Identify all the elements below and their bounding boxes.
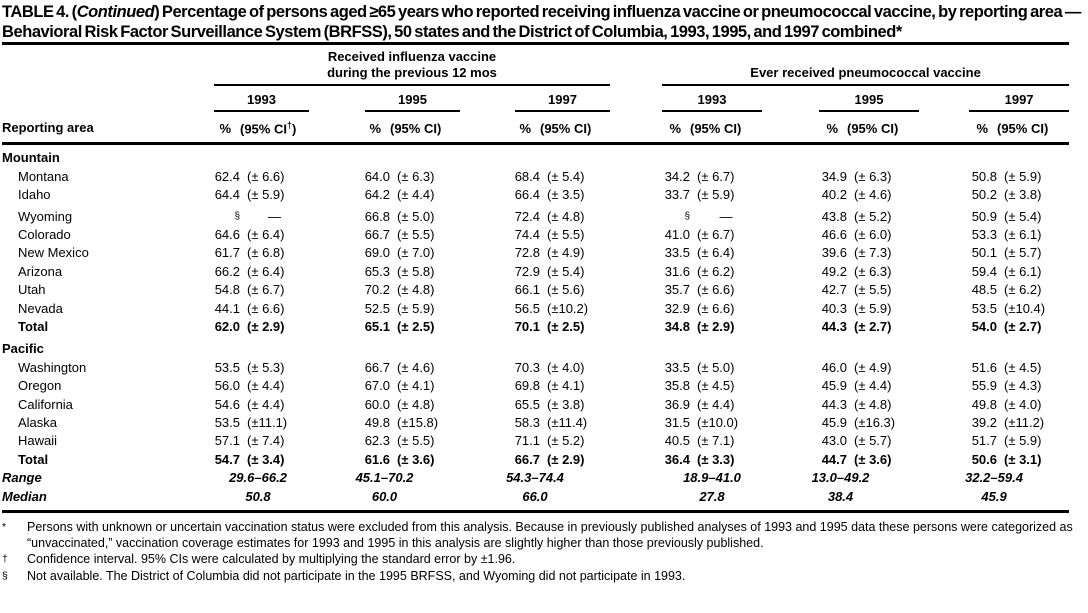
vaccination-table — [2, 42, 1069, 513]
dagger-footnote-marker: † — [2, 553, 8, 566]
percent-cell: 66.7 — [364, 226, 390, 242]
ci-cell: (± 4.4) — [247, 378, 285, 394]
percent-cell: 32.9 — [664, 300, 690, 316]
percent-cell: 35.7 — [664, 282, 690, 298]
table-row — [2, 414, 1069, 432]
percent-cell: 61.6 — [364, 451, 390, 467]
gap-cell — [610, 432, 662, 450]
percent-cell: 44.1 — [214, 300, 240, 316]
ci-cell: (± 5.0) — [697, 359, 735, 375]
summary-value-cell: 27.8 — [662, 488, 762, 512]
percent-cell: 44.7 — [821, 451, 847, 467]
ci-header: (95% CI) — [847, 112, 919, 144]
influenza-group-header — [207, 44, 610, 87]
ci-cell: (± 4.6) — [854, 187, 892, 203]
percent-cell: 72.9 — [514, 263, 540, 279]
percent-cell: 64.2 — [364, 187, 390, 203]
ci-cell: (± 4.8) — [397, 396, 435, 412]
percent-cell: 69.0 — [364, 245, 390, 261]
percent-cell: 71.1 — [514, 433, 540, 449]
percent-cell: 33.5 — [664, 359, 690, 375]
percent-cell: 56.0 — [214, 378, 240, 394]
ci-cell: — — [268, 208, 281, 224]
summary-value-cell: 13.0–49.2 — [811, 470, 870, 486]
ci-cell: (± 4.5) — [697, 378, 735, 394]
percent-cell: 48.5 — [971, 282, 997, 298]
year-header-flu-1993: 1993 — [207, 86, 309, 112]
reporting-area-header: Reporting area — [2, 44, 207, 144]
pneumococcal-group-header — [662, 44, 1069, 87]
percent-cell: 44.3 — [821, 396, 847, 412]
ci-cell: (± 5.5) — [397, 433, 435, 449]
percent-cell: 57.1 — [214, 433, 240, 449]
year-header-pneu-1995: 1995 — [762, 86, 919, 112]
percent-cell: 72.4 — [514, 208, 540, 224]
ci-cell: (± 5.5) — [397, 226, 435, 242]
gap-cell — [610, 359, 662, 377]
table-row — [2, 186, 1069, 204]
ci-cell: (± 4.3) — [1004, 378, 1042, 394]
percent-cell: 68.4 — [514, 168, 540, 184]
ci-cell: (± 4.1) — [547, 378, 585, 394]
percent-cell: § — [234, 210, 240, 222]
ci-cell: (± 5.9) — [697, 187, 735, 203]
table-row — [2, 244, 1069, 262]
ci-cell: (± 5.9) — [1004, 433, 1042, 449]
gap-cell — [610, 300, 662, 318]
row-label: Montana — [18, 168, 69, 184]
ci-cell: (± 4.4) — [697, 396, 735, 412]
row-label: California — [18, 396, 73, 412]
row-label: Total — [18, 451, 49, 467]
percent-header: % — [207, 112, 240, 144]
percent-cell: 42.7 — [821, 282, 847, 298]
ci-cell: (± 2.7) — [1004, 318, 1042, 334]
percent-cell: 41.0 — [664, 226, 690, 242]
column-gap — [610, 44, 662, 144]
percent-cell: 62.0 — [214, 318, 240, 334]
ci-cell: (± 4.4) — [854, 378, 892, 394]
ci-cell: (± 5.5) — [854, 282, 892, 298]
gap-cell — [610, 451, 662, 469]
ci-cell: (± 5.5) — [547, 226, 585, 242]
ci-cell: (± 3.6) — [397, 451, 435, 467]
percent-cell: 36.4 — [664, 451, 690, 467]
table-row — [2, 377, 1069, 395]
table-body — [2, 144, 1069, 512]
percent-cell: 70.1 — [514, 318, 540, 334]
percent-cell: § — [684, 210, 690, 222]
influenza-group-line2: during the previous 12 mos — [327, 65, 497, 80]
percent-cell: 51.7 — [971, 433, 997, 449]
gap-cell — [610, 226, 662, 244]
row-label: Washington — [18, 359, 87, 375]
ci-cell: (± 6.7) — [697, 168, 735, 184]
percent-cell: 54.0 — [971, 318, 997, 334]
row-label: Total — [18, 318, 49, 334]
footnote-asterisk — [2, 519, 1084, 551]
title-continued: Continued — [76, 3, 155, 21]
percent-cell: 43.8 — [821, 208, 847, 224]
percent-header: % — [460, 112, 540, 144]
percent-cell: 33.7 — [664, 187, 690, 203]
ci-cell: (± 7.3) — [854, 245, 892, 261]
ci-cell: (± 5.2) — [547, 433, 585, 449]
summary-value-cell: 60.0 — [309, 488, 460, 512]
table-row — [2, 168, 1069, 186]
ci-cell: (± 6.6) — [697, 300, 735, 316]
percent-cell: 33.5 — [664, 245, 690, 261]
ci-cell: (± 6.6) — [247, 300, 285, 316]
ci-header: (95% CI) — [997, 112, 1069, 144]
ci-cell: (± 5.2) — [854, 208, 892, 224]
percent-cell: 34.2 — [664, 168, 690, 184]
ci-cell: (± 4.4) — [247, 396, 285, 412]
ci-cell: (± 5.0) — [397, 208, 435, 224]
summary-row — [2, 488, 1069, 512]
pneumococcal-group-label: Ever received pneumococcal vaccine — [662, 65, 1069, 86]
percent-cell: 45.9 — [821, 415, 847, 431]
ci-cell: (± 5.4) — [547, 263, 585, 279]
ci-cell: (± 6.6) — [697, 282, 735, 298]
row-label: New Mexico — [18, 245, 89, 261]
percent-cell: 70.2 — [364, 282, 390, 298]
gap-cell — [610, 396, 662, 414]
summary-value-cell: 32.2–59.4 — [965, 470, 1023, 486]
ci-header: (95% CI) — [540, 112, 610, 144]
percent-cell: 49.8 — [364, 415, 390, 431]
ci-header: (95% CI) — [690, 112, 762, 144]
ci-cell: (± 5.7) — [854, 433, 892, 449]
ci-cell: (± 6.2) — [697, 263, 735, 279]
percent-cell: 65.1 — [364, 318, 390, 334]
row-label: Idaho — [18, 187, 51, 203]
percent-header: % — [662, 112, 690, 144]
ci-cell: — — [719, 208, 733, 224]
table-row — [2, 263, 1069, 281]
ci-cell: (± 5.6) — [547, 282, 585, 298]
table-row — [2, 432, 1069, 450]
ci-cell: (± 7.0) — [397, 245, 435, 261]
gap-cell — [610, 168, 662, 186]
ci-cell: (±16.3) — [854, 415, 896, 431]
percent-cell: 60.0 — [364, 396, 390, 412]
ci-cell: (± 3.8) — [1004, 187, 1042, 203]
ci-cell: (± 2.5) — [547, 318, 585, 334]
total-row — [2, 318, 1069, 336]
percent-cell: 40.3 — [821, 300, 847, 316]
percent-cell: 66.7 — [514, 451, 540, 467]
percent-cell: 50.1 — [971, 245, 997, 261]
percent-cell: 39.2 — [971, 415, 997, 431]
percent-cell: 72.8 — [514, 245, 540, 261]
ci-cell: (± 4.0) — [547, 359, 585, 375]
ci-cell: (± 5.3) — [247, 359, 285, 375]
percent-cell: 66.4 — [514, 187, 540, 203]
percent-cell: 69.8 — [514, 378, 540, 394]
percent-cell: 54.6 — [214, 396, 240, 412]
ci-cell: (± 4.6) — [397, 359, 435, 375]
summary-value-cell: 18.9–41.0 — [683, 470, 741, 486]
percent-header: % — [309, 112, 390, 144]
section-footnote-marker: § — [2, 569, 8, 582]
percent-cell: 64.0 — [364, 168, 390, 184]
percent-cell: 55.9 — [971, 378, 997, 394]
summary-value-cell: 45.9 — [919, 488, 1069, 512]
ci-cell: (± 6.8) — [247, 245, 285, 261]
group-header-row — [2, 44, 1069, 87]
ci-cell: (± 2.5) — [397, 318, 435, 334]
row-label: Colorado — [18, 226, 71, 242]
footnote-section — [2, 568, 1084, 584]
ci-cell: (± 3.3) — [697, 451, 735, 467]
percent-cell: 56.5 — [514, 300, 540, 316]
ci-cell: (± 3.8) — [547, 396, 585, 412]
ci-cell: (± 3.4) — [247, 451, 285, 467]
row-label: Alaska — [18, 415, 58, 431]
row-label: Utah — [18, 282, 46, 298]
row-label: Nevada — [18, 300, 63, 316]
percent-cell: 54.8 — [214, 282, 240, 298]
ci-cell: (± 6.3) — [854, 168, 892, 184]
summary-value-cell: 45.1–70.2 — [355, 470, 414, 486]
ci-cell: (±15.8) — [397, 415, 439, 431]
percent-cell: 46.0 — [821, 359, 847, 375]
percent-cell: 66.8 — [364, 208, 390, 224]
percent-cell: 64.6 — [214, 226, 240, 242]
gap-cell — [610, 488, 662, 512]
percent-cell: 35.8 — [664, 378, 690, 394]
percent-cell: 65.3 — [364, 263, 390, 279]
section-label: Pacific — [2, 341, 44, 357]
ci-cell: (± 4.1) — [397, 378, 435, 394]
row-label: Median — [2, 488, 207, 512]
percent-cell: 70.3 — [514, 359, 540, 375]
ci-cell: (±10.2) — [547, 300, 589, 316]
gap-cell — [610, 263, 662, 281]
ci-cell: (±11.1) — [247, 415, 288, 431]
percent-cell: 66.7 — [364, 359, 390, 375]
section-header-row — [2, 144, 1069, 168]
ci-cell: (± 6.6) — [247, 168, 285, 184]
ci-cell: (± 2.7) — [854, 318, 892, 334]
ci-cell: (± 6.7) — [247, 282, 285, 298]
ci-cell: (± 4.0) — [1004, 396, 1042, 412]
ci-cell: (± 6.1) — [1004, 263, 1042, 279]
ci-cell: (± 5.9) — [1004, 168, 1042, 184]
percent-header: % — [919, 112, 997, 144]
percent-cell: 52.5 — [364, 300, 390, 316]
percent-cell: 44.3 — [821, 318, 847, 334]
ci-cell: (± 3.6) — [854, 451, 892, 467]
gap-cell — [610, 414, 662, 432]
year-header-pneu-1997: 1997 — [919, 86, 1069, 112]
percent-header: % — [762, 112, 847, 144]
percent-cell: 39.6 — [821, 245, 847, 261]
ci-cell: (± 6.2) — [1004, 282, 1042, 298]
ci-cell: (± 6.3) — [854, 263, 892, 279]
ci-cell: (± 6.3) — [397, 168, 435, 184]
percent-cell: 62.4 — [214, 168, 240, 184]
ci-cell: (± 5.9) — [397, 300, 435, 316]
ci-cell: (± 6.4) — [247, 263, 285, 279]
gap-cell — [610, 377, 662, 395]
row-label: Arizona — [18, 263, 63, 279]
asterisk-footnote-marker: * — [2, 521, 7, 534]
percent-cell: 53.5 — [214, 415, 240, 431]
percent-cell: 61.7 — [214, 245, 240, 261]
percent-cell: 53.5 — [214, 359, 240, 375]
percent-cell: 49.8 — [971, 396, 997, 412]
percent-cell: 53.5 — [971, 300, 997, 316]
percent-cell: 31.6 — [664, 263, 690, 279]
gap-cell — [610, 469, 662, 487]
ci-cell: (± 7.1) — [697, 433, 735, 449]
gap-cell — [610, 281, 662, 299]
ci-cell: (± 5.7) — [1004, 245, 1042, 261]
ci-cell: (± 4.8) — [547, 208, 585, 224]
row-label: Range — [2, 470, 42, 486]
percent-cell: 54.7 — [214, 451, 240, 467]
ci-cell: (± 2.9) — [547, 451, 585, 467]
percent-cell: 45.9 — [821, 378, 847, 394]
ci-cell: (± 5.9) — [247, 187, 285, 203]
ci-cell: (± 7.4) — [247, 433, 285, 449]
ci-cell: (± 5.9) — [854, 300, 892, 316]
ci-cell: (± 6.0) — [854, 226, 892, 242]
influenza-group-line1: Received influenza vaccine — [327, 49, 497, 64]
percent-cell: 34.8 — [664, 318, 690, 334]
percent-cell: 50.9 — [971, 208, 997, 224]
table-row — [2, 205, 1069, 226]
summary-value-cell: 66.0 — [460, 488, 610, 512]
footnote-text: Confidence interval. 95% CIs were calculated by multiplying the standard error by ±1.96. — [27, 552, 516, 567]
page-title — [2, 2, 1086, 42]
ci-cell: (± 6.1) — [1004, 226, 1042, 242]
table-row — [2, 396, 1069, 414]
footnote-dagger — [2, 551, 1084, 567]
ci-cell: (± 3.5) — [547, 187, 585, 203]
ci-cell: (± 5.8) — [397, 263, 435, 279]
summary-value-cell: 50.8 — [207, 488, 309, 512]
ci-cell: (± 3.1) — [1004, 451, 1042, 467]
percent-cell: 40.2 — [821, 187, 847, 203]
footnote-text: Not available. The District of Columbia did not participate in the 1995 BRFSS, and Wyoming did not participate in 1993. — [27, 568, 686, 583]
ci-header-with-dagger: (95% CI†) — [240, 112, 309, 144]
percent-cell: 62.3 — [364, 433, 390, 449]
percent-cell: 51.6 — [971, 359, 997, 375]
ci-cell: (± 4.8) — [397, 282, 435, 298]
ci-cell: (± 4.9) — [854, 359, 892, 375]
percent-cell: 50.6 — [971, 451, 997, 467]
ci-cell: (± 4.5) — [1004, 359, 1042, 375]
percent-cell: 46.6 — [821, 226, 847, 242]
ci-cell: (± 6.4) — [697, 245, 735, 261]
ci-cell: (± 5.4) — [547, 168, 585, 184]
summary-value-cell: 54.3–74.4 — [506, 470, 564, 486]
footnote-text: Persons with unknown or uncertain vaccination status were excluded from this analysis. Because in previously published analyses of 1993 and 1995 data these persons were categorized as “unvaccinated,” vaccination coverage estimates for 1993 and 1995 in this analysis are slightly higher than those previously published. — [27, 520, 1073, 551]
percent-cell: 66.1 — [514, 282, 540, 298]
ci-cell: (± 6.7) — [697, 226, 735, 242]
ci-cell: (± 2.9) — [697, 318, 735, 334]
table-row — [2, 281, 1069, 299]
ci-cell: (± 6.4) — [247, 226, 285, 242]
percent-cell: 34.9 — [821, 168, 847, 184]
percent-cell: 50.2 — [971, 187, 997, 203]
percent-cell: 66.2 — [214, 263, 240, 279]
percent-cell: 43.0 — [821, 433, 847, 449]
gap-cell — [610, 205, 662, 226]
ci-cell: (± 4.4) — [397, 187, 435, 203]
ci-cell: (±11.2) — [1004, 415, 1045, 431]
percent-cell: 49.2 — [821, 263, 847, 279]
document-page — [0, 2, 1088, 613]
table-row — [2, 226, 1069, 244]
ci-cell: (± 5.4) — [1004, 208, 1042, 224]
year-header-flu-1995: 1995 — [309, 86, 460, 112]
total-row — [2, 451, 1069, 469]
row-label: Wyoming — [18, 208, 73, 224]
ci-cell: (±10.0) — [697, 415, 739, 431]
row-label: Oregon — [18, 378, 62, 394]
summary-value-cell: 29.6–66.2 — [229, 470, 287, 486]
percent-cell: 40.5 — [664, 433, 690, 449]
percent-cell: 53.3 — [971, 226, 997, 242]
section-label: Mountain — [2, 150, 60, 166]
dagger-footnote-marker: † — [286, 120, 292, 130]
percent-cell: 58.3 — [514, 415, 540, 431]
ci-cell: (±11.4) — [547, 415, 588, 431]
section-header-row — [2, 336, 1069, 358]
percent-cell: 36.9 — [664, 396, 690, 412]
title-prefix: TABLE 4. ( — [2, 3, 77, 21]
ci-cell: (±10.4) — [1004, 300, 1046, 316]
gap-cell — [610, 186, 662, 204]
percent-cell: 50.8 — [971, 168, 997, 184]
gap-cell — [610, 244, 662, 262]
percent-cell: 65.5 — [514, 396, 540, 412]
ci-cell: (± 4.8) — [854, 396, 892, 412]
percent-cell: 59.4 — [971, 263, 997, 279]
summary-row — [2, 469, 1069, 487]
table-row — [2, 300, 1069, 318]
row-label: Hawaii — [18, 433, 58, 449]
ci-cell: (± 2.9) — [247, 318, 285, 334]
year-header-flu-1997: 1997 — [460, 86, 610, 112]
gap-cell — [610, 318, 662, 336]
percent-cell: 64.4 — [214, 187, 240, 203]
ci-cell: (± 4.9) — [547, 245, 585, 261]
table-row — [2, 359, 1069, 377]
title-suffix: ) Percentage of persons aged ≥65 years who reported receiving influenza vaccine or pneumococcal vaccine, by reporting area — Behavioral Risk Factor Surveillance System (BRFSS), 50 states and the District of Columbia, 1993, 1995, and 1997 combined* — [2, 3, 1081, 41]
percent-cell: 31.5 — [664, 415, 690, 431]
summary-value-cell: 38.4 — [762, 488, 919, 512]
percent-cell: 74.4 — [514, 226, 540, 242]
ci-header: (95% CI) — [390, 112, 460, 144]
percent-cell: 67.0 — [364, 378, 390, 394]
footnote-list — [2, 519, 1084, 584]
year-header-pneu-1993: 1993 — [662, 86, 762, 112]
